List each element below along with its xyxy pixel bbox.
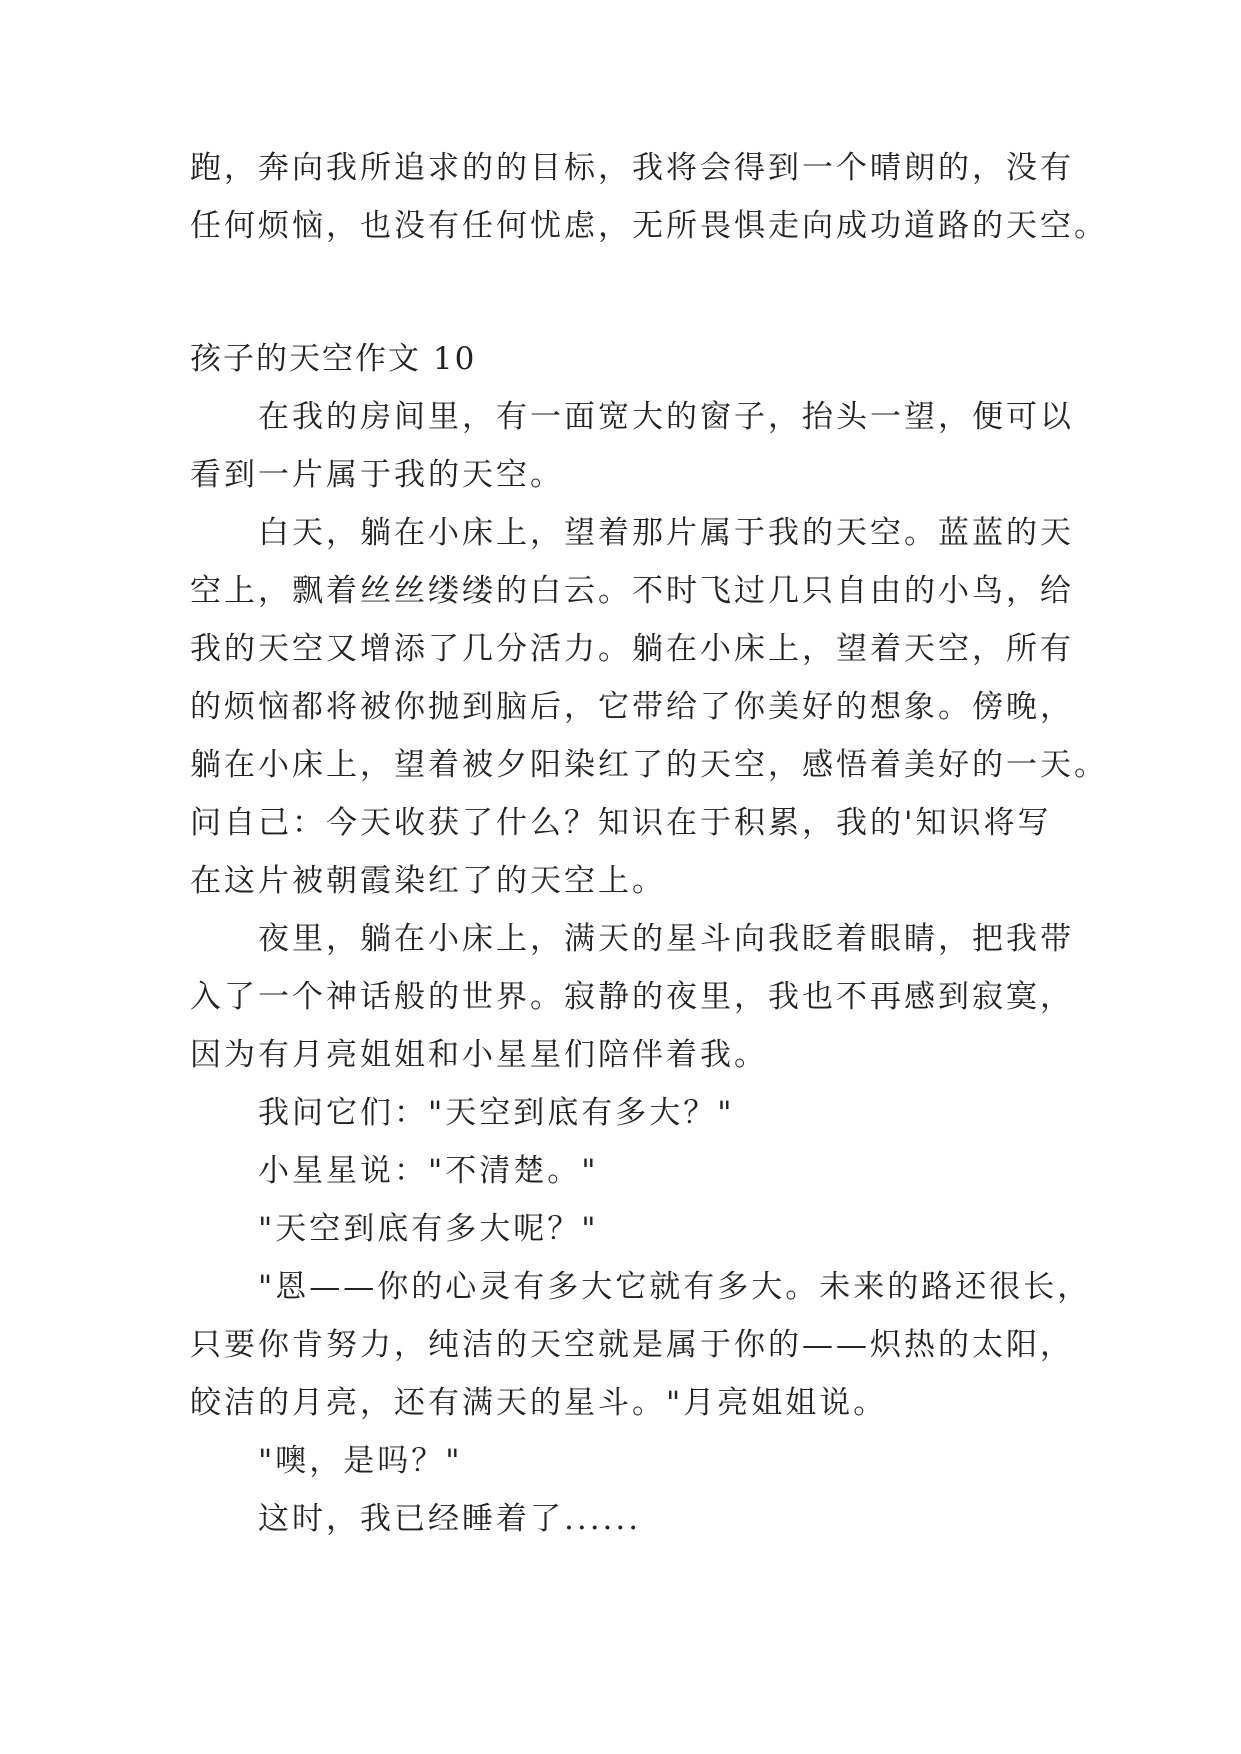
intro-line-1: 跑，奔向我所追求的的目标，我将会得到一个晴朗的，没有 (190, 150, 1074, 186)
paragraph-line: 在我的房间里，有一面宽大的窗子，抬头一望，便可以 (258, 399, 1074, 435)
paragraph-line: 白天，躺在小床上，望着那片属于我的天空。蓝蓝的天 (258, 515, 1074, 551)
paragraph-line: 空上，飘着丝丝缕缕的白云。不时飞过几只自由的小鸟，给 (190, 573, 1074, 609)
paragraph-line: 看到一片属于我的天空。 (190, 457, 564, 493)
paragraph-line: 躺在小床上，望着被夕阳染红了的天空，感悟着美好的一天。 (190, 747, 1108, 783)
essay-title: 孩子的天空作文 10 (190, 341, 477, 377)
paragraph-line: 这时，我已经睡着了...... (258, 1501, 642, 1537)
dialogue-line: 小星星说："不清楚。" (258, 1153, 599, 1189)
paragraph-line: 因为有月亮姐姐和小星星们陪伴着我。 (190, 1037, 768, 1073)
paragraph-line: 在这片被朝霞染红了的天空上。 (190, 863, 666, 899)
paragraph-line: 问自己：今天收获了什么？知识在于积累，我的'知识将写 (190, 805, 1052, 841)
intro-line-2: 任何烦恼，也没有任何忧虑，无所畏惧走向成功道路的天空。 (190, 208, 1108, 244)
paragraph-line: 我的天空又增添了几分活力。躺在小床上，望着天空，所有 (190, 631, 1074, 667)
paragraph-line: 只要你肯努力，纯洁的天空就是属于你的——炽热的太阳， (190, 1327, 1074, 1363)
dialogue-line: "天空到底有多大呢？" (258, 1211, 599, 1247)
dialogue-line: 我问它们："天空到底有多大？" (258, 1095, 735, 1131)
paragraph-line: 夜里，躺在小床上，满天的星斗向我眨着眼睛，把我带 (258, 921, 1074, 957)
dialogue-line: "噢，是吗？" (258, 1443, 463, 1479)
paragraph-line: 的烦恼都将被你抛到脑后，它带给了你美好的想象。傍晚， (190, 689, 1074, 725)
paragraph-line: 入了一个神话般的世界。寂静的夜里，我也不再感到寂寞， (190, 979, 1074, 1015)
paragraph-line: 皎洁的月亮，还有满天的星斗。"月亮姐姐说。 (190, 1385, 888, 1421)
paragraph-line: "恩——你的心灵有多大它就有多大。未来的路还很长， (258, 1269, 1092, 1305)
